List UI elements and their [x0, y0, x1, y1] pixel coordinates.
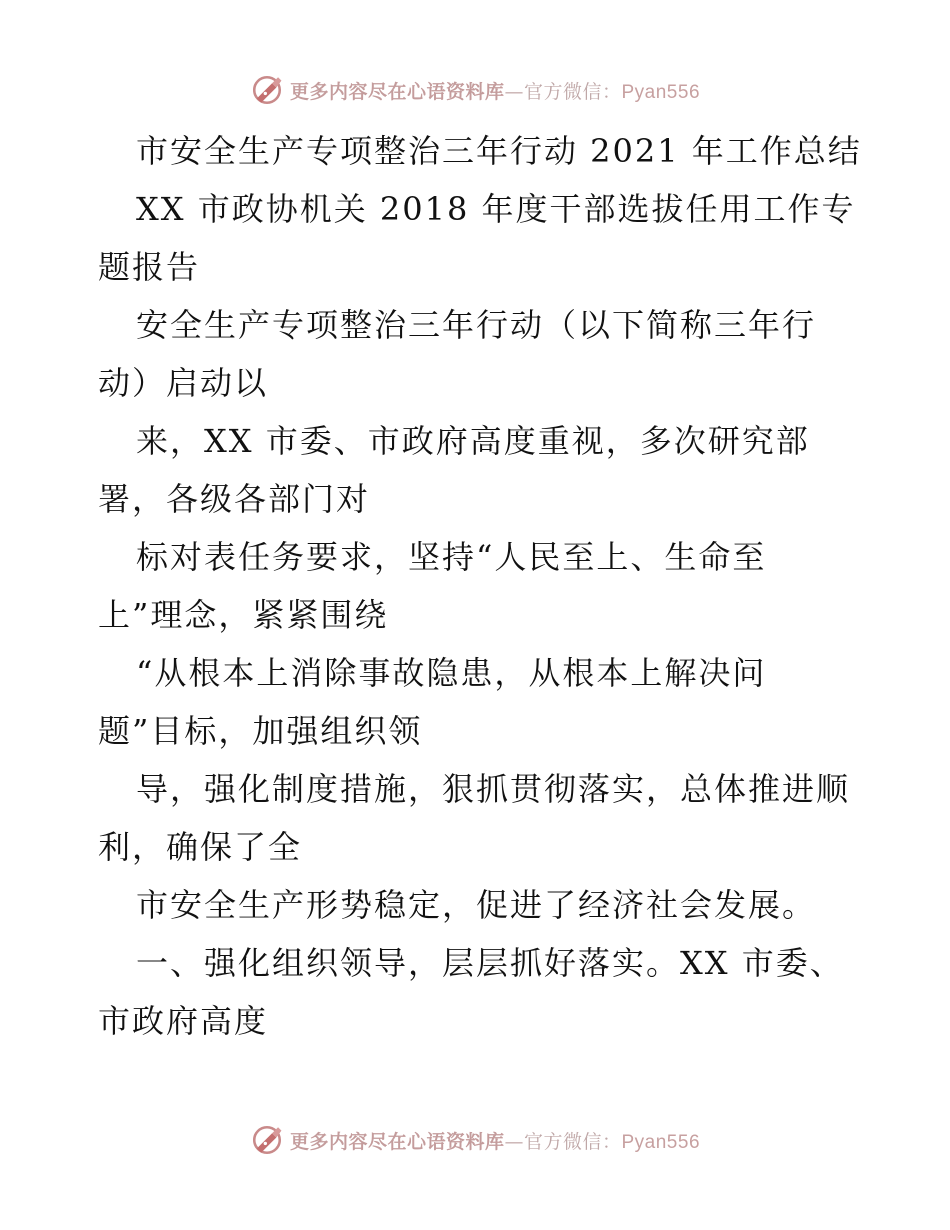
watermark-banner-top — [0, 70, 950, 110]
watermark-slogan: 更多内容尽在心语资料库 — [289, 80, 505, 103]
document-line: 利，确保了全 — [98, 828, 303, 866]
document-line: 标对表任务要求，坚持“人民至上、生命至 — [136, 538, 767, 576]
document-line: 来，XX 市委、市政府高度重视，多次研究部 — [136, 422, 810, 460]
watermark-banner-inner — [250, 1123, 700, 1157]
document-line: 题”目标，加强组织领 — [98, 712, 423, 750]
watermark-text — [290, 1127, 700, 1154]
document-line: 动）启动以 — [98, 364, 269, 402]
document-line: XX 市政协机关 2018 年度干部选拔任用工作专 — [136, 190, 856, 228]
watermark-label: 官方微信： — [523, 80, 622, 103]
pen-nib-logo-icon — [250, 73, 284, 107]
watermark-banner-bottom — [0, 1120, 950, 1160]
watermark-banner-inner — [250, 73, 700, 107]
document-line: 安全生产专项整治三年行动（以下简称三年行 — [136, 306, 817, 344]
document-body — [98, 122, 868, 1050]
document-line: 导，强化制度措施，狠抓贯彻落实，总体推进顺 — [136, 770, 851, 808]
watermark-wechat-id: Pyan556 — [621, 81, 701, 103]
watermark-text — [290, 77, 700, 104]
watermark-label: 官方微信： — [523, 1130, 622, 1153]
document-line: “从根本上消除事故隐患，从根本上解决问 — [136, 654, 767, 692]
document-line: 题报告 — [98, 248, 201, 286]
document-line: 一、强化组织领导，层层抓好落实。XX 市委、 — [136, 944, 844, 982]
document-title-line: 市安全生产专项整治三年行动 2021 年工作总结 — [136, 132, 862, 170]
pen-nib-logo-icon — [250, 1123, 284, 1157]
document-line: 市政府高度 — [98, 1002, 269, 1040]
watermark-dash: — — [504, 1130, 524, 1153]
document-line: 署，各级各部门对 — [98, 480, 371, 518]
document-line: 上”理念，紧紧围绕 — [98, 596, 389, 634]
watermark-dash: — — [504, 80, 524, 103]
watermark-wechat-id: Pyan556 — [621, 1131, 701, 1153]
watermark-slogan: 更多内容尽在心语资料库 — [289, 1130, 505, 1153]
document-line: 市安全生产形势稳定，促进了经济社会发展。 — [136, 886, 817, 924]
